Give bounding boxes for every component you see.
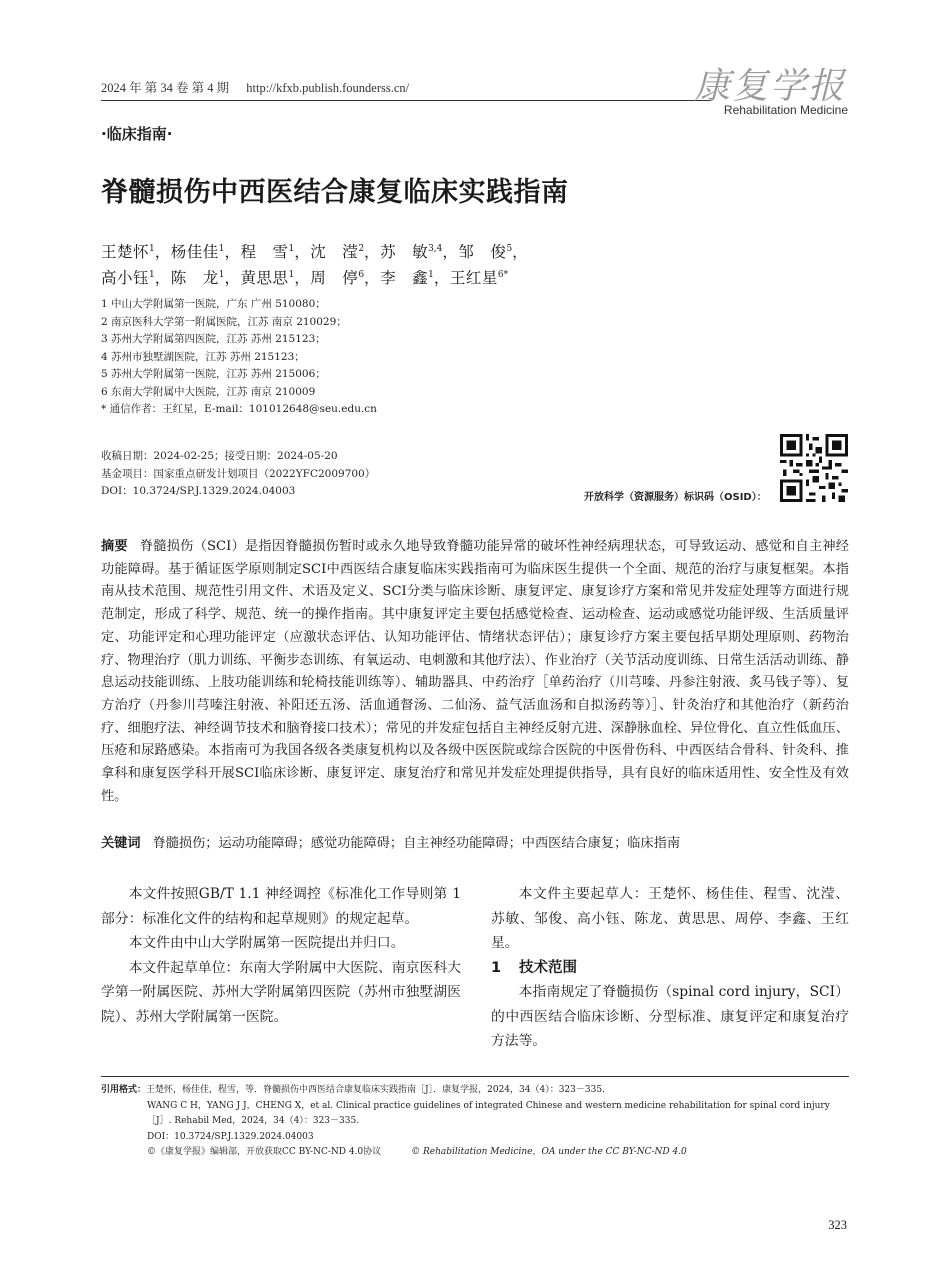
affiliation: 4 苏州市独墅湖医院，江苏 苏州 215123； xyxy=(101,350,305,363)
abstract-label: 摘要 xyxy=(101,539,128,554)
article-title: 脊髓损伤中西医结合康复临床实践指南 xyxy=(101,177,569,208)
affiliation: 1 中山大学附属第一医院，广东 广州 510080； xyxy=(101,298,326,310)
abstract xyxy=(101,536,849,808)
fund-info: 基金项目：国家重点研发计划项目（2022YFC2009700） xyxy=(101,467,376,480)
license-line xyxy=(101,1145,849,1161)
osid-label: 开放科学（资源服务）标识码（OSID）： xyxy=(584,492,767,503)
footer-rule xyxy=(101,1076,849,1077)
journal-header xyxy=(101,78,409,96)
paragraph: 本文件按照GB/T 1.1 神经调控《标准化工作导则第 1 部分：标准化文件的结构和起草规则》的规定起草。 xyxy=(101,886,461,927)
keywords-label: 关键词 xyxy=(101,836,141,851)
cite-cn: 王楚怀，杨佳佳，程雪，等．脊髓损伤中西医结合康复临床实践指南［J］．康复学报，2024，34（4）：323－335． xyxy=(146,1085,612,1095)
abstract-text: 脊髓损伤（SCI）是指因脊髓损伤暂时或永久地导致脊髓功能异常的破坏性神经病理状态，可导致运动、感觉和自主神经功能障碍。基于循证医学原则制定SCI中西医结合康复临床实践指南可为临床医生提供一个全面、规范的治疗与康复框架。本指南从技术范围、规范性引用文件、术语及定义、SCI分类与临床诊断、康复评定、康复诊疗方案和常见并发症处理等方面进行规范制定，形成了科学、规范、统一的操作指南。其中康复评定主要包括感觉检查、运动检查、运动或感觉功能评级、生活质量评定、功能评定和心理功能评定（应激状态评估、认知功能评估、情绪状态评估）；康复诊疗方案主要包括早期处理原则、药物治疗、物理治疗（肌力训练、平衡步态训练、有氧运动、电刺激和其他疗法）、作业治疗（关节活动度训练、日常生活活动训练、静息运动技能训练、上肢功能训练和轮椅技能训练等）、辅助器具、中药治疗［单药治疗（川芎嗪、丹参注射液、炙马钱子等）、复方治疗（丹参川芎嗪注射液、补阳还五汤、活血通督汤、二仙汤、益气活血汤和自拟汤药等）］、针灸治疗和其他治疗（新药治疗、细胞疗法、神经调节技术和脑脊接口技术）；常见的并发症包括自主神经反射亢进、深静脉血栓、异位骨化、直立性低血压、压疮和尿路感染。本指南可为我国各级各类康复机构以及各级中医医院或综合医院的中医骨伤科、中西医结合骨科、针灸科、推拿科和康复医学科开展SCI临床诊断、康复评定、康复治疗和常见并发症处理提供指导，具有良好的临床适用性、安全性及有效性。 xyxy=(101,539,849,804)
author: 沈 滢$^2$ xyxy=(310,243,365,261)
citation-footer xyxy=(101,1083,849,1161)
author: 邹 俊$^5$ xyxy=(458,243,513,261)
section-title: 技术范围 xyxy=(519,959,577,976)
author: 周 停$^6$ xyxy=(310,269,365,287)
license-cn: ©《康复学报》编辑部，开放获取CC BY-NC-ND 4.0协议 xyxy=(147,1147,382,1157)
corresponding-author: * 通信作者：王红星，E-mail：101012648@seu.edu.cn xyxy=(101,403,377,415)
paragraph: 本文件由中山大学附属第一医院提出并归口。 xyxy=(128,935,405,951)
body-column-right xyxy=(491,882,849,1054)
doi[interactable]: DOI：10.3724/SP.J.1329.2024.04003 xyxy=(101,485,296,497)
cite-doi[interactable]: DOI：10.3724/SP.J.1329.2024.04003 xyxy=(147,1131,314,1142)
author: 程 雪$^1$ xyxy=(240,243,295,261)
author: 李 鑫$^1$ xyxy=(380,269,434,287)
page-number: 323 xyxy=(828,1218,847,1232)
journal-url[interactable]: http://kfxb.publish.founderss.cn/ xyxy=(246,81,410,95)
body-column-left xyxy=(101,882,461,1029)
author: 陈 龙$^1$ xyxy=(170,269,225,287)
license-en: © Rehabilitation Medicine，OA under the CC BY-NC-ND 4.0 xyxy=(411,1147,687,1157)
author: 苏 敏$^{3,4}$ xyxy=(380,243,443,261)
author: 高小钰$^1$ xyxy=(101,269,155,287)
author: 杨佳佳$^1$ xyxy=(170,243,225,261)
author: 王红星$^{6*}$ xyxy=(449,269,509,287)
qr-code-icon[interactable] xyxy=(780,434,848,502)
affiliation: 6 东南大学附属中大医院，江苏 南京 210009 xyxy=(101,385,316,398)
drafters-paragraph: 本文件主要起草人：王楚怀、杨佳佳、程雪、沈滢、苏敏、邹俊、高小钰、陈龙、黄思思、周停、李鑫、王红星。 xyxy=(491,886,849,951)
affiliations xyxy=(101,296,377,419)
received-dates: 收稿日期：2024-02-25；接受日期：2024-05-20 xyxy=(101,450,338,462)
paragraph: 本指南规定了脊髓损伤（spinal cord injury，SCI）的中西医结合临床诊断、分型标准、康复评定和康复治疗方法等。 xyxy=(491,984,849,1049)
section-number: 1 xyxy=(491,959,502,976)
section-heading xyxy=(491,956,849,981)
affiliation: 5 苏州大学附属第一医院，江苏 苏州 215006； xyxy=(101,368,326,380)
cite-label: 引用格式： xyxy=(101,1085,147,1095)
author: 黄思思$^1$ xyxy=(240,269,295,287)
keywords-text: 脊髓损伤；运动功能障碍；感觉功能障碍；自主神经功能障碍；中西医结合康复；临床指南 xyxy=(152,836,681,851)
journal-issue: 2024 年 第 34 卷 第 4 期 xyxy=(101,81,230,95)
keywords xyxy=(101,833,849,855)
article-meta xyxy=(101,448,375,501)
authors-line-2: 高小钰$^1$，陈 龙$^1$，黄思思$^1$，周 停$^6$，李 鑫$^1$，王红星$^{6*}$ xyxy=(101,269,509,287)
affiliation: 2 南京医科大学第一附属医院，江苏 南京 210029； xyxy=(101,315,347,328)
affiliation: 3 苏州大学附属第四医院，江苏 苏州 215123； xyxy=(101,333,326,345)
authors-line-1: 王楚怀$^1$，杨佳佳$^1$，程 雪$^1$，沈 滢$^2$，苏 敏$^{3,4}$，邹 俊$^5$， xyxy=(101,243,529,261)
journal-logo: 康复学报 xyxy=(693,66,846,107)
header-rule xyxy=(101,100,711,101)
cite-en: WANG C H，YANG J J，CHENG X，et al. Clinical practice guidelines of integrated Chinese and western medicine rehabilitation for spinal cord injury ［J］. Rehabil Med，2024，34（4）：323－335. xyxy=(147,1100,830,1126)
journal-logo-english: Rehabilitation Medicine xyxy=(723,103,848,117)
author: 王楚怀$^1$ xyxy=(101,243,155,261)
paragraph: 本文件起草单位：东南大学附属中大医院、南京医科大学第一附属医院、苏州大学附属第四医院（苏州市独墅湖医院）、苏州大学附属第一医院。 xyxy=(101,959,461,1025)
section-tag: ·临床指南· xyxy=(101,125,173,143)
